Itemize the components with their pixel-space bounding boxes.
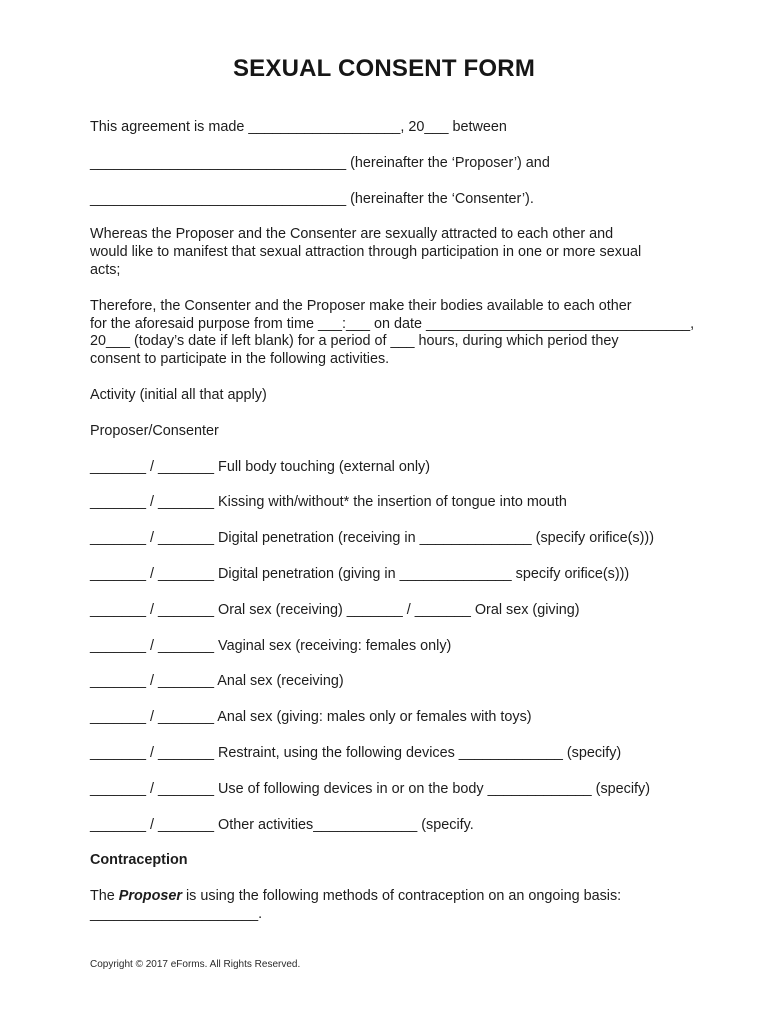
whereas-paragraph [90,226,678,279]
whereas-line: acts; [90,261,121,278]
activity-row-text: _______ / _______ Digital penetration (receiving in ______________ (specify orifice(s))) [90,530,654,547]
activity-row-vaginal-sex [90,638,678,656]
activity-row-full-body-touching [90,459,678,477]
contraception-blank-line: _____________________. [90,905,263,922]
document-title: SEXUAL CONSENT FORM [232,55,536,82]
activity-row-text: _______ / _______ Anal sex (giving: males only or females with toys) [90,709,532,726]
intro-line: ________________________________ (hereinafter the ‘Proposer’) and [90,154,550,171]
therefore-line: for the aforesaid purpose from time ___:___ on date _________________________________, [90,315,695,332]
activity-row-text: _______ / _______ Other activities_____________ (specify. [90,816,474,833]
activity-row-anal-sex-giving [90,709,678,727]
copyright-notice: Copyright © 2017 eForms. All Rights Reserved. [90,959,301,970]
intro-line: This agreement is made ___________________, 20___ between [90,119,507,135]
parties-label [90,423,678,441]
contraception-heading [90,852,678,870]
activity-row-kissing [90,494,678,512]
contraception-sentence-prefix: The [90,888,119,905]
activity-row-devices [90,781,678,799]
contraception-heading-label: Contraception [90,852,188,869]
contraception-paragraph [90,888,678,924]
whereas-line: would like to manifest that sexual attraction through participation in one or more sexual [90,244,642,261]
intro-line-consenter [90,191,678,209]
therefore-line: Therefore, the Consenter and the Proposer make their bodies available to each other [90,297,632,314]
activity-row-text: _______ / _______ Restraint, using the following devices _____________ (specify) [90,744,622,761]
activity-heading-label: Activity (initial all that apply) [90,386,267,403]
activity-row-text: _______ / _______ Use of following devices in or on the body _____________ (specify) [90,780,651,797]
activity-row-digital-penetration-giving [90,566,678,584]
activity-row-text: _______ / _______ Vaginal sex (receiving: females only) [90,637,452,654]
activity-row-text: _______ / _______ Kissing with/without* the insertion of tongue into mouth [90,494,567,511]
activity-row-text: _______ / _______ Anal sex (receiving) [90,673,344,690]
parties-label-text: Proposer/Consenter [90,422,219,439]
intro-line-date [90,119,678,137]
activity-row-text: _______ / _______ Full body touching (external only) [90,458,431,475]
activity-row-restraint [90,745,678,763]
therefore-paragraph [90,297,695,369]
contraception-sentence-suffix: is using the following methods of contraception on an ongoing basis: [181,888,622,905]
activity-row-other [90,817,678,835]
activity-row-text: _______ / _______ Digital penetration (giving in ______________ specify orifice(s))) [90,565,630,582]
therefore-line: 20___ (today’s date if left blank) for a period of ___ hours, during which period they [90,333,619,350]
contraception-sentence [90,888,678,906]
whereas-line: Whereas the Proposer and the Consenter are sexually attracted to each other and [90,226,614,243]
activity-row-anal-sex-receiving [90,673,678,691]
intro-line-proposer [90,155,678,173]
therefore-line: consent to participate in the following activities. [90,351,390,368]
intro-line: ________________________________ (hereinafter the ‘Consenter’). [90,190,534,207]
activity-row-oral-sex [90,602,678,620]
contraception-sentence-emphasis: Proposer [118,888,182,905]
activity-row-text: _______ / _______ Oral sex (receiving) _______ / _______ Oral sex (giving) [90,601,580,618]
activity-heading [90,387,678,405]
activity-row-digital-penetration-receiving [90,530,678,548]
